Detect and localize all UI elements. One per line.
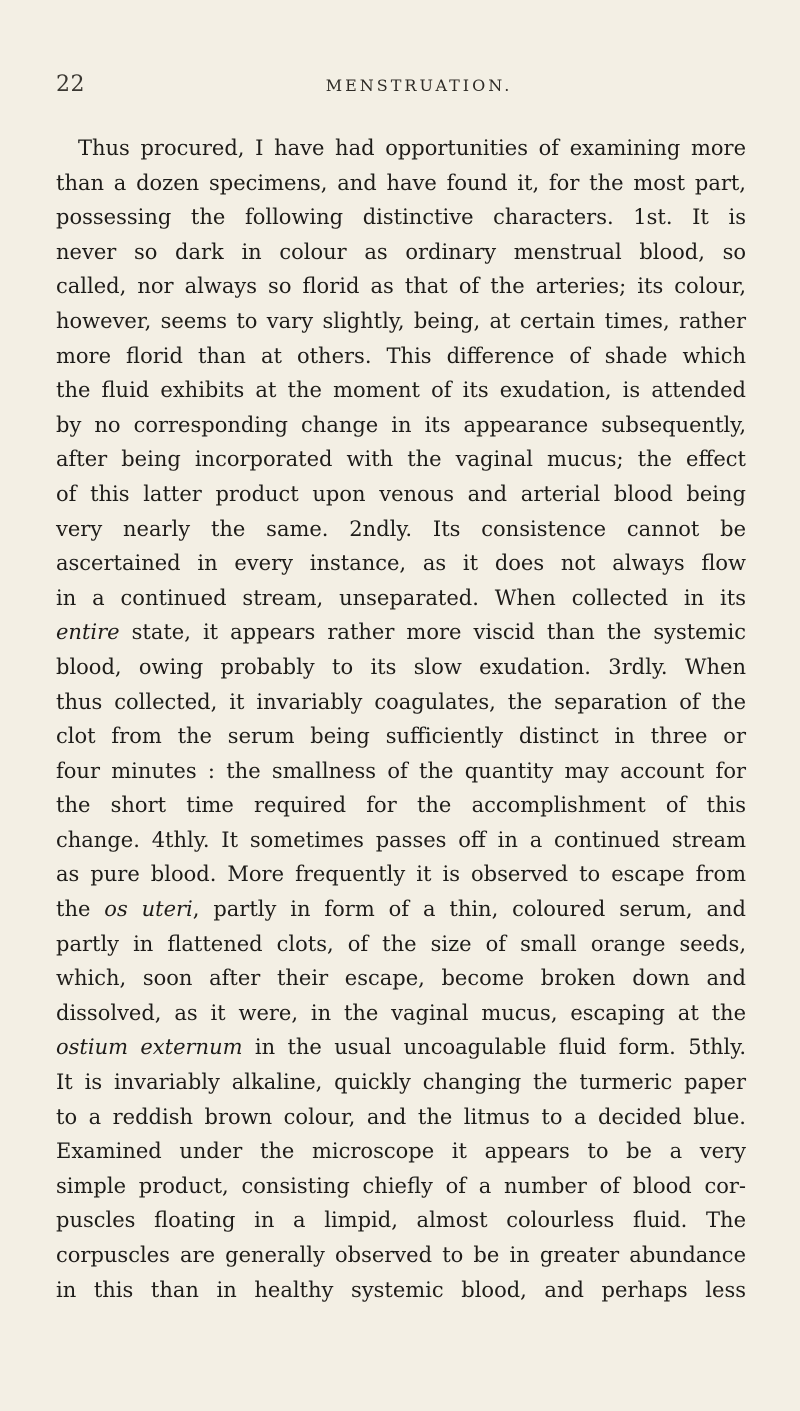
- text-segment: change. 4thly. It sometimes passes off in a continued stream: [56, 827, 746, 852]
- text-segment: than a dozen specimens, and have found it, for the most part,: [56, 170, 746, 195]
- text-line: [56, 685, 746, 720]
- text-line: [56, 1203, 746, 1238]
- text-line: [56, 615, 746, 650]
- text-segment: ascertained in every instance, as it does not always flow: [56, 551, 746, 576]
- text-line: [56, 892, 746, 927]
- text-line: [56, 1273, 746, 1308]
- text-segment: as pure blood. More frequently it is observed to escape from: [56, 862, 746, 887]
- text-line: [56, 408, 746, 443]
- italic-term: os uteri: [104, 897, 193, 922]
- text-segment: possessing the following distinctive characters. 1st. It is: [56, 205, 746, 230]
- text-line: [56, 1134, 746, 1169]
- text-segment: four minutes : the smallness of the quantity may account for: [56, 758, 746, 783]
- text-segment: state, it appears rather more viscid than the systemic: [119, 620, 746, 645]
- text-line: [56, 442, 746, 477]
- text-line: [56, 650, 746, 685]
- text-segment: after being incorporated with the vaginal mucus; the effect: [56, 447, 746, 472]
- text-segment: blood, owing probably to its slow exudation. 3rdly. When: [56, 654, 746, 679]
- text-segment: simple product, consisting chiefly of a number of blood cor-: [56, 1173, 746, 1198]
- text-segment: in this than in healthy systemic blood, and perhaps less: [56, 1277, 746, 1302]
- text-segment: Thus procured, I have had opportunities of examining more: [78, 136, 746, 160]
- text-segment: of this latter product upon venous and arterial blood being: [56, 481, 746, 506]
- text-segment: dissolved, as it were, in the vaginal mucus, escaping at the: [56, 1000, 746, 1025]
- text-line: [56, 754, 746, 789]
- text-line: [56, 304, 746, 339]
- text-segment: the fluid exhibits at the moment of its exudation, is attended: [56, 378, 746, 403]
- body-paragraph: [56, 131, 746, 1307]
- text-segment: in a continued stream, unseparated. When collected in its: [56, 585, 746, 610]
- text-segment: It is invariably alkaline, quickly changing the turmeric paper: [56, 1070, 746, 1095]
- text-segment: partly in flattened clots, of the size of small orange seeds,: [56, 931, 746, 956]
- text-line: [56, 1169, 746, 1204]
- text-segment: to a reddish brown colour, and the litmus to a decided blue.: [56, 1104, 746, 1129]
- text-line: [56, 1030, 746, 1065]
- text-line: [56, 1238, 746, 1273]
- text-segment: clot from the serum being sufficiently distinct in three or: [56, 724, 746, 749]
- text-line: [56, 857, 746, 892]
- text-line: [56, 339, 746, 374]
- text-segment: Examined under the microscope it appears to be a very: [56, 1139, 746, 1164]
- text-segment: corpuscles are generally observed to be in greater abundance: [56, 1243, 746, 1267]
- text-segment: very nearly the same. 2ndly. Its consistence cannot be: [56, 516, 746, 541]
- text-line: [56, 1100, 746, 1135]
- text-line: [56, 927, 746, 962]
- text-line: [56, 131, 746, 166]
- text-line: [56, 581, 746, 616]
- italic-term: ostium externum: [56, 1035, 243, 1060]
- text-line: [56, 961, 746, 996]
- text-line: [56, 477, 746, 512]
- text-line: [56, 996, 746, 1031]
- text-segment: the short time required for the accomplishment of this: [56, 793, 746, 818]
- text-line: [56, 1065, 746, 1100]
- text-line: [56, 546, 746, 581]
- text-line: [56, 512, 746, 547]
- text-line: [56, 788, 746, 823]
- text-segment: called, nor always so florid as that of the arteries; its colour,: [56, 274, 746, 299]
- text-segment: in the usual uncoagulable fluid form. 5thly.: [242, 1035, 746, 1060]
- text-line: [56, 235, 746, 270]
- running-title: MENSTRUATION.: [325, 76, 513, 95]
- text-segment: thus collected, it invariably coagulates, the separation of the: [56, 689, 746, 714]
- text-segment: , partly in form of a thin, coloured serum, and: [192, 897, 746, 922]
- text-segment: never so dark in colour as ordinary menstrual blood, so: [56, 239, 746, 264]
- running-head: [56, 72, 746, 112]
- text-line: [56, 719, 746, 754]
- text-segment: the: [56, 897, 105, 922]
- text-segment: by no corresponding change in its appearance subsequently,: [56, 412, 746, 437]
- text-line: [56, 269, 746, 304]
- page-number: 22: [56, 72, 85, 97]
- text-segment: however, seems to vary slightly, being, at certain times, rather: [56, 308, 746, 333]
- text-line: [56, 373, 746, 408]
- text-segment: more florid than at others. This difference of shade which: [56, 343, 746, 368]
- text-segment: which, soon after their escape, become broken down and: [56, 966, 746, 991]
- text-line: [56, 823, 746, 858]
- text-segment: puscles floating in a limpid, almost colourless fluid. The: [56, 1208, 746, 1233]
- italic-term: entire: [56, 620, 120, 645]
- text-line: [56, 166, 746, 201]
- text-line: [56, 200, 746, 235]
